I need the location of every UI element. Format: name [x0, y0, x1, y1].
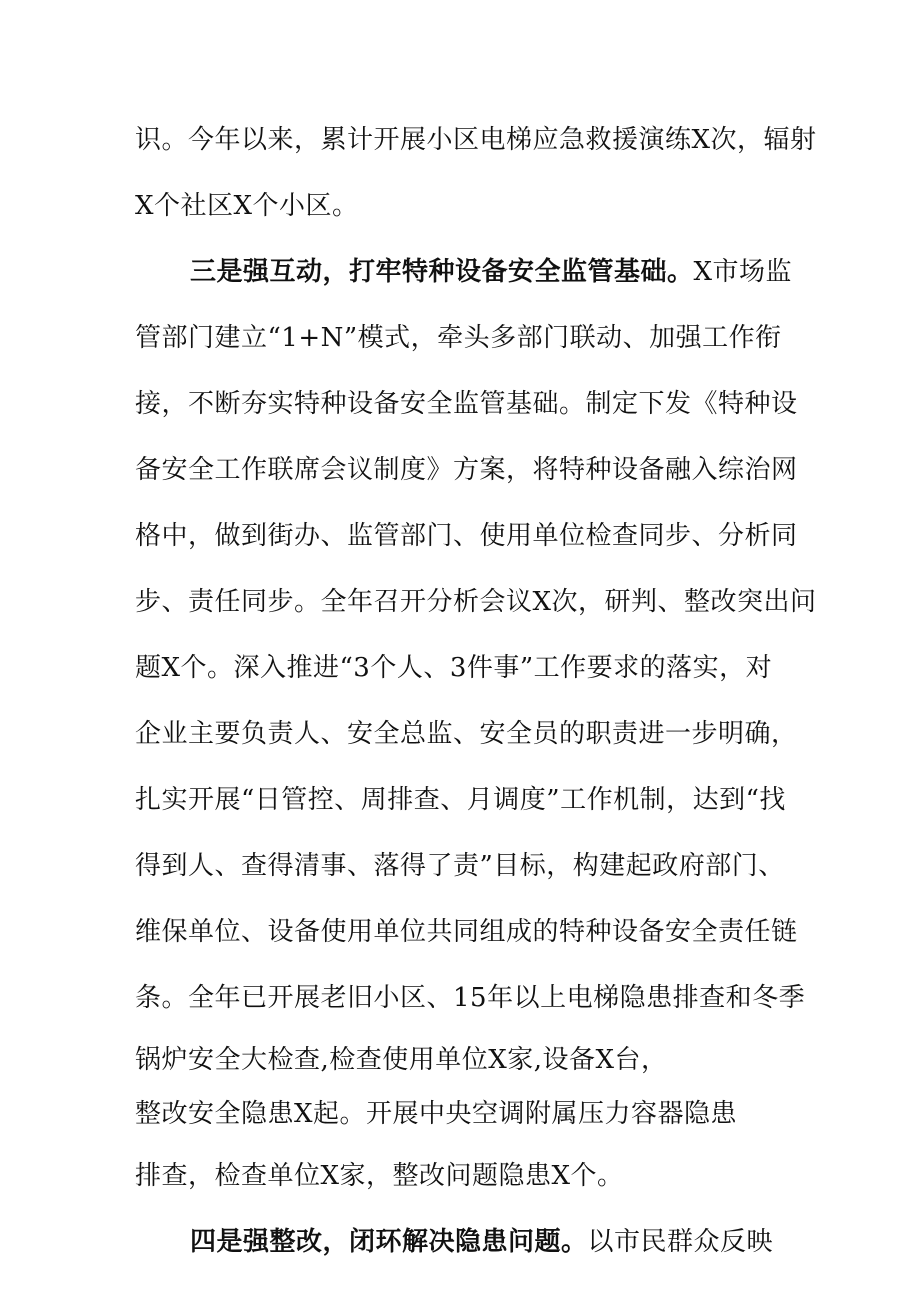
body-line-1: 识。今年以来，累计开展小区电梯应急救援演练X次，辐射	[135, 125, 817, 155]
body-line-5: 备安全工作联席会议制度》方案，将特种设备融入综治网	[135, 455, 798, 485]
body-line-11: 得到人、查得清事、落得了责”目标，构建起政府部门、	[135, 851, 785, 881]
body-line-14: 锅炉安全大检查,检查使用单位X家,设备X台，	[135, 1045, 668, 1075]
body-line-15: 整改安全隐患X起。开展中央空调附属压力容器隐患	[135, 1099, 738, 1129]
section-3-heading: 三是强互动，打牢特种设备安全监管基础。	[190, 257, 694, 287]
body-line-2: X个社区X个小区。	[135, 191, 359, 221]
body-line-7: 步、责任同步。全年召开分析会议X次，研判、整改突出问	[135, 587, 817, 617]
section-3-text: X市场监	[693, 257, 793, 287]
body-line-3: 管部门建立“1+N”模式，牵头多部门联动、加强工作衔	[135, 323, 782, 353]
body-line-9: 企业主要负责人、安全总监、安全员的职责进一步明确，	[135, 719, 798, 749]
section-4-first-line	[190, 1225, 773, 1259]
section-3-first-line	[190, 255, 792, 289]
section-4-heading: 四是强整改，闭环解决隐患问题。	[190, 1227, 588, 1257]
body-line-4: 接，不断夯实特种设备安全监管基础。制定下发《特种设	[135, 389, 798, 419]
body-line-12: 维保单位、设备使用单位共同组成的特种设备安全责任链	[135, 917, 798, 947]
body-line-8: 题X个。深入推进“3个人、3件事”工作要求的落实，对	[135, 653, 773, 683]
body-line-13: 条。全年已开展老旧小区、15年以上电梯隐患排查和冬季	[135, 983, 806, 1013]
body-line-10: 扎实开展“日管控、周排查、月调度”工作机制，达到“找	[135, 785, 786, 815]
body-line-6: 格中，做到街办、监管部门、使用单位检查同步、分析同	[135, 521, 798, 551]
section-4-text: 以市民群众反映	[587, 1227, 774, 1257]
body-line-16: 排查，检查单位X家，整改问题隐患X个。	[135, 1161, 624, 1191]
